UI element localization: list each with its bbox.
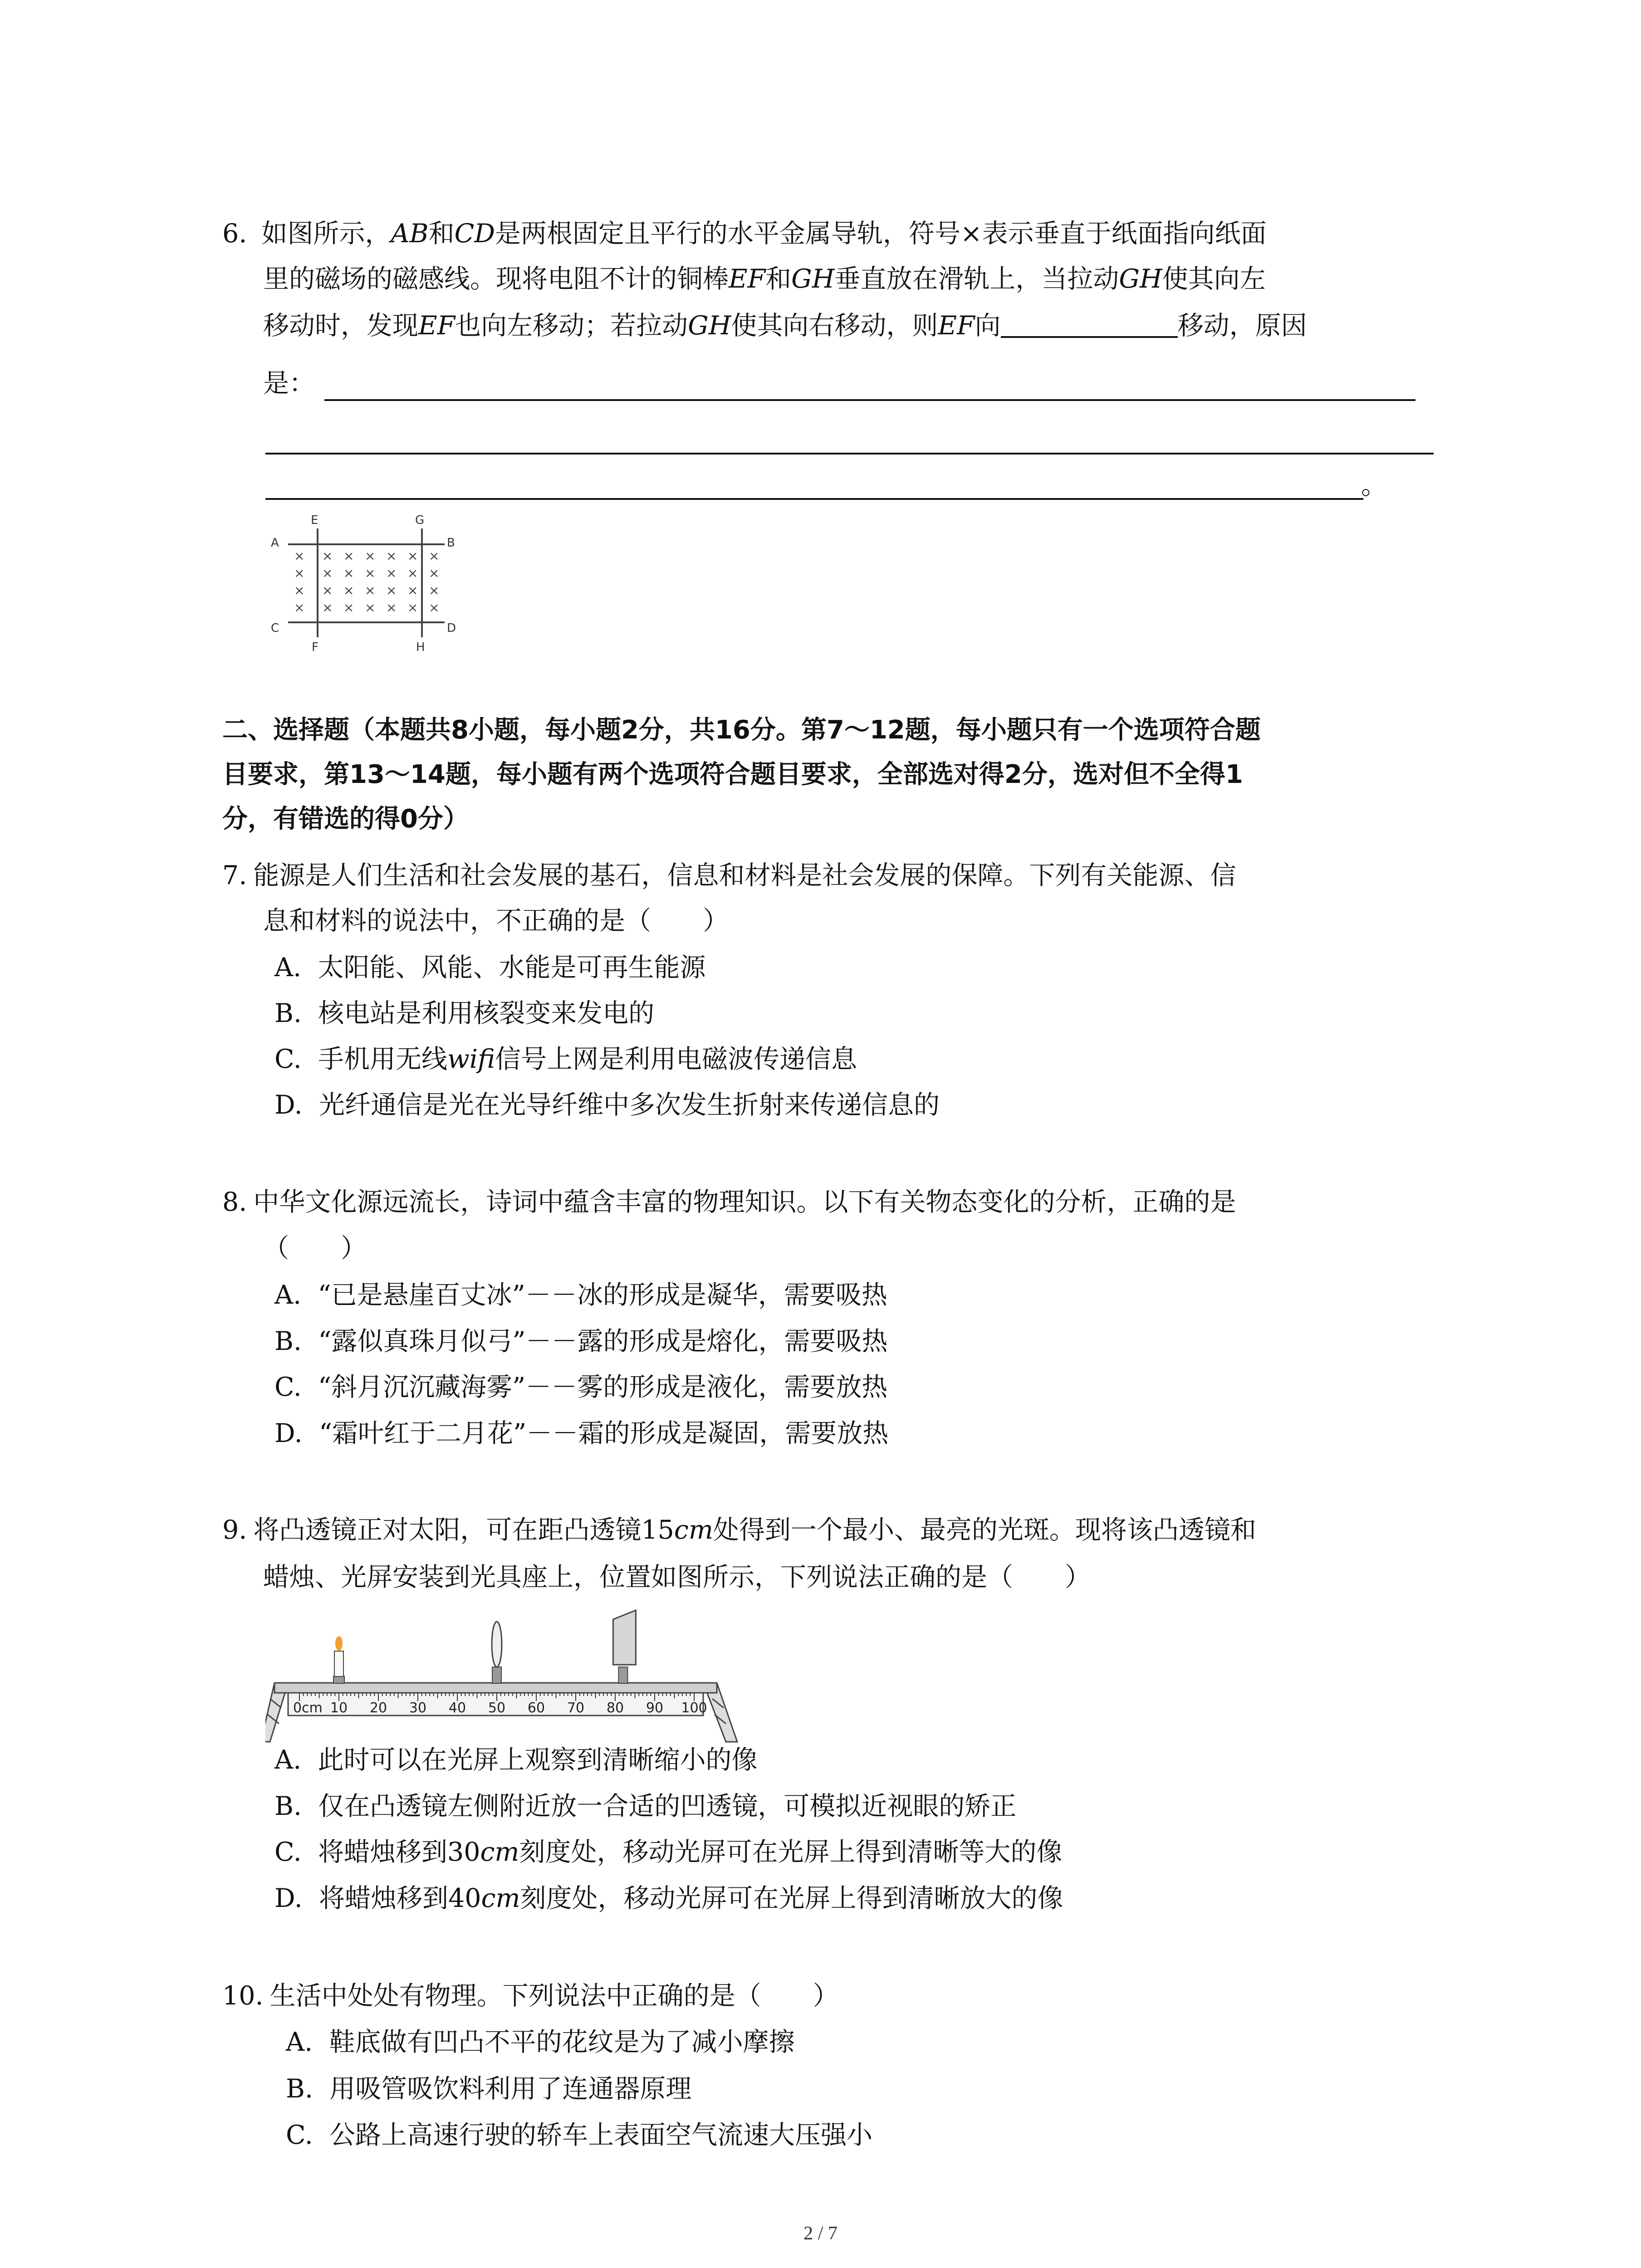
field-cross: × <box>386 548 397 563</box>
option-label: D. <box>274 1883 303 1913</box>
field-cross: × <box>407 583 418 598</box>
option-label: B. <box>274 1326 302 1356</box>
q6-term-cd: CD <box>454 219 495 249</box>
figure-label-c: C <box>271 621 279 635</box>
field-cross: × <box>322 548 333 563</box>
figure-label-e: E <box>311 513 318 527</box>
field-cross: × <box>322 583 333 598</box>
field-cross: × <box>407 566 418 581</box>
field-cross: × <box>429 600 440 615</box>
q9-option-a[interactable] <box>274 1742 758 1778</box>
q10-stem: 生活中处处有物理。下列说法中正确的是（ ） <box>269 1981 839 2011</box>
option-text: “斜月沉沉藏海雾”－－雾的形成是液化，需要放热 <box>318 1372 888 1402</box>
section-2-line-2: 目要求，第13～14题，每小题有两个选项符合题目要求，全部选对得2分，选对但不全得1 <box>222 760 1243 789</box>
q6-term-ab: AB <box>391 219 429 249</box>
bench-tick-label: 90 <box>646 1700 664 1716</box>
q9-unit: cm <box>674 1515 713 1545</box>
q10-option-b[interactable] <box>286 2071 691 2107</box>
q6-end-mark: 。 <box>1361 470 1387 500</box>
option-text: “露似真珠月似弓”－－露的形成是熔化，需要吸热 <box>318 1326 888 1356</box>
section-2-line-1: 二、选择题（本题共8小题，每小题2分，共16分。第7～12题，每小题只有一个选项符合题 <box>222 715 1261 745</box>
field-cross: × <box>386 566 397 581</box>
figure-label-g: G <box>415 513 425 527</box>
light-screen <box>613 1610 636 1665</box>
option-label: A. <box>274 1745 302 1775</box>
option-text: 手机用无线 <box>318 1044 447 1074</box>
bench-tick-label: 10 <box>330 1700 348 1716</box>
option-text: “已是悬崖百丈冰”－－冰的形成是凝华，需要吸热 <box>318 1280 887 1310</box>
q6-number: 6. <box>222 219 247 249</box>
q6-term-ef: EF <box>418 311 456 341</box>
q6-text: 如图所示， <box>261 219 391 249</box>
q6-text: 里的磁场的磁感线。现将电阻不计的铜棒 <box>263 264 729 294</box>
bench-tick-label: 60 <box>527 1700 545 1716</box>
convex-lens <box>492 1622 502 1667</box>
q6-term-gh: GH <box>1119 264 1162 294</box>
option-text: 用吸管吸饮料利用了连通器原理 <box>329 2074 692 2104</box>
field-cross: × <box>294 566 305 581</box>
option-text: 光纤通信是光在光导纤维中多次发生折射来传递信息的 <box>319 1090 940 1120</box>
q6-text: 移动，原因 <box>1177 311 1307 341</box>
option-text: 将蜡烛移到40 <box>319 1883 481 1913</box>
candle <box>334 1651 343 1677</box>
q9-line-2: 蜡烛、光屏安装到光具座上，位置如图所示，下列说法正确的是（ ） <box>263 1562 1091 1592</box>
field-cross: × <box>365 583 376 598</box>
option-label: C. <box>274 1372 302 1402</box>
field-cross: × <box>322 600 333 615</box>
q9-option-d[interactable] <box>274 1880 1063 1916</box>
option-label: A. <box>274 953 302 982</box>
option-label: C. <box>274 1044 302 1074</box>
option-text: 核电站是利用核裂变来发电的 <box>318 998 655 1028</box>
q7-line-2: 息和材料的说法中，不正确的是（ ） <box>263 906 729 936</box>
q8-option-d[interactable] <box>274 1415 888 1452</box>
bench-top-rail <box>274 1683 717 1693</box>
q6-term-ef: EF <box>938 311 975 341</box>
q6-text: 向 <box>975 311 1001 341</box>
bench-tick-label: 50 <box>488 1700 506 1716</box>
q8-number: 8. <box>222 1187 247 1217</box>
option-label: A. <box>274 1280 302 1310</box>
candle-holder <box>333 1636 344 1683</box>
bench-tick-label: 0cm <box>293 1700 323 1716</box>
option-label: C. <box>274 1837 302 1867</box>
option-label: A. <box>286 2027 313 2057</box>
q6-text: 移动时，发现 <box>263 311 418 341</box>
q6-text: 垂直放在滑轨上，当拉动 <box>834 264 1119 294</box>
option-text: 信号上网是利用电磁波传递信息 <box>495 1044 857 1074</box>
q8-stem: 中华文化源远流长，诗词中蕴含丰富的物理知识。以下有关物态变化的分析，正确的是 <box>253 1187 1236 1217</box>
option-text: 鞋底做有凹凸不平的花纹是为了减小摩擦 <box>329 2027 795 2057</box>
bench-tick-label: 100 <box>681 1700 707 1716</box>
q6-line-2 <box>263 261 1266 297</box>
option-text: “霜叶红于二月花”－－霜的形成是凝固，需要放热 <box>319 1418 889 1448</box>
field-cross: × <box>429 583 440 598</box>
lens-holder <box>492 1622 502 1683</box>
q6-answer-line-3[interactable] <box>265 498 1363 500</box>
q6-text: 和 <box>765 264 792 294</box>
optical-bench-figure <box>265 1608 742 1744</box>
page-number: 2 / 7 <box>803 2223 838 2244</box>
q6-text: 是两根固定且平行的水平金属导轨，符号×表示垂直于纸面指向纸面 <box>495 219 1267 249</box>
q6-term-ef: EF <box>729 264 766 294</box>
bench-tick-label: 20 <box>369 1700 387 1716</box>
field-cross: × <box>322 566 333 581</box>
field-cross: × <box>294 600 305 615</box>
field-cross: × <box>365 600 376 615</box>
q9-option-c[interactable] <box>274 1834 1062 1870</box>
q7-option-d[interactable] <box>274 1087 940 1123</box>
option-label: B. <box>274 998 302 1028</box>
field-cross: × <box>343 566 354 581</box>
field-cross: × <box>343 548 354 563</box>
option-text: 将蜡烛移到30 <box>318 1837 480 1867</box>
field-cross: × <box>343 600 354 615</box>
q8-option-b[interactable] <box>274 1323 888 1359</box>
field-cross: × <box>365 566 376 581</box>
screen-holder <box>613 1610 636 1683</box>
q9-number: 9. <box>222 1515 247 1545</box>
option-text: 刻度处，移动光屏可在光屏上得到清晰放大的像 <box>520 1883 1063 1913</box>
q6-line-4 <box>263 365 315 401</box>
option-text-italic: cm <box>480 1837 519 1867</box>
q6-text: 使其向左 <box>1162 264 1266 294</box>
option-text: 此时可以在光屏上观察到清晰缩小的像 <box>318 1745 758 1775</box>
q7-stem: 能源是人们生活和社会发展的基石，信息和材料是社会发展的保障。下列有关能源、信 <box>253 860 1236 890</box>
q7-line-1 <box>222 857 1236 894</box>
field-cross: × <box>294 583 305 598</box>
q8-line-2: （ ） <box>263 1233 367 1263</box>
bench-tick-label: 70 <box>567 1700 585 1716</box>
q7-option-a[interactable] <box>274 949 706 986</box>
q6-text: 也向左移动；若拉动 <box>455 311 688 341</box>
field-cross: × <box>294 548 305 563</box>
option-text: 刻度处，移动光屏可在光屏上得到清晰等大的像 <box>519 1837 1063 1867</box>
q6-term-gh: GH <box>688 311 731 341</box>
section-2-line-3: 分，有错选的得0分） <box>222 804 469 834</box>
option-label: C. <box>286 2120 313 2150</box>
field-cross: × <box>429 566 440 581</box>
q8-option-c[interactable] <box>274 1369 887 1405</box>
magnetic-field-crosses <box>294 548 439 615</box>
field-cross: × <box>386 600 397 615</box>
q9-option-b[interactable] <box>274 1788 1016 1824</box>
q10-option-c[interactable] <box>286 2117 872 2153</box>
bench-tick-label: 30 <box>409 1700 427 1716</box>
q9-stem: 将凸透镜正对太阳，可在距凸透镜15 <box>253 1515 674 1545</box>
q8-option-a[interactable] <box>274 1277 887 1313</box>
q7-number: 7. <box>222 860 247 890</box>
option-text: 太阳能、风能、水能是可再生能源 <box>318 953 706 982</box>
option-label: D. <box>274 1418 303 1448</box>
q6-answer-line-2[interactable] <box>265 453 1434 455</box>
q7-option-b[interactable] <box>274 995 654 1031</box>
field-cross: × <box>365 548 376 563</box>
q10-line-1 <box>222 1978 839 2014</box>
figure-label-f: F <box>312 640 318 654</box>
q7-option-c[interactable] <box>274 1041 857 1077</box>
figure-label-b: B <box>447 536 455 550</box>
option-label: D. <box>274 1090 303 1120</box>
bench-tick-label: 40 <box>448 1700 466 1716</box>
q6-line-3 <box>263 308 1307 344</box>
q9-line-1 <box>222 1512 1256 1548</box>
q6-direction-blank[interactable] <box>1001 336 1178 338</box>
q6-text: 和 <box>428 219 455 249</box>
option-text-italic: wifi <box>447 1044 495 1074</box>
option-text: 公路上高速行驶的轿车上表面空气流速大压强小 <box>329 2120 872 2150</box>
option-text: 仅在凸透镜左侧附近放一合适的凹透镜，可模拟近视眼的矫正 <box>318 1791 1017 1821</box>
q6-answer-line-1[interactable] <box>324 399 1416 401</box>
field-cross: × <box>407 600 418 615</box>
bench-holders <box>333 1610 636 1683</box>
figure-label-a: A <box>271 536 279 550</box>
option-label: B. <box>286 2074 314 2104</box>
q6-term-gh: GH <box>791 264 835 294</box>
figure-label-d: D <box>447 621 456 635</box>
q10-option-a[interactable] <box>286 2024 795 2060</box>
figure-label-h: H <box>416 640 425 654</box>
q6-reason-label: 是： <box>263 368 315 398</box>
candle-flame <box>335 1636 343 1651</box>
field-cross: × <box>407 548 418 563</box>
q10-number: 10. <box>222 1981 264 2011</box>
q6-line-1 <box>222 215 1267 252</box>
option-text-italic: cm <box>481 1883 520 1913</box>
q8-line-1 <box>222 1184 1236 1220</box>
option-label: B. <box>274 1791 302 1821</box>
field-cross: × <box>386 583 397 598</box>
bench-tick-label: 80 <box>606 1700 624 1716</box>
rails-magnetic-field-figure <box>265 506 479 660</box>
q9-stem: 处得到一个最小、最亮的光斑。现将该凸透镜和 <box>713 1515 1256 1545</box>
q6-text: 使其向右移动，则 <box>731 311 938 341</box>
field-cross: × <box>343 583 354 598</box>
field-cross: × <box>429 548 440 563</box>
